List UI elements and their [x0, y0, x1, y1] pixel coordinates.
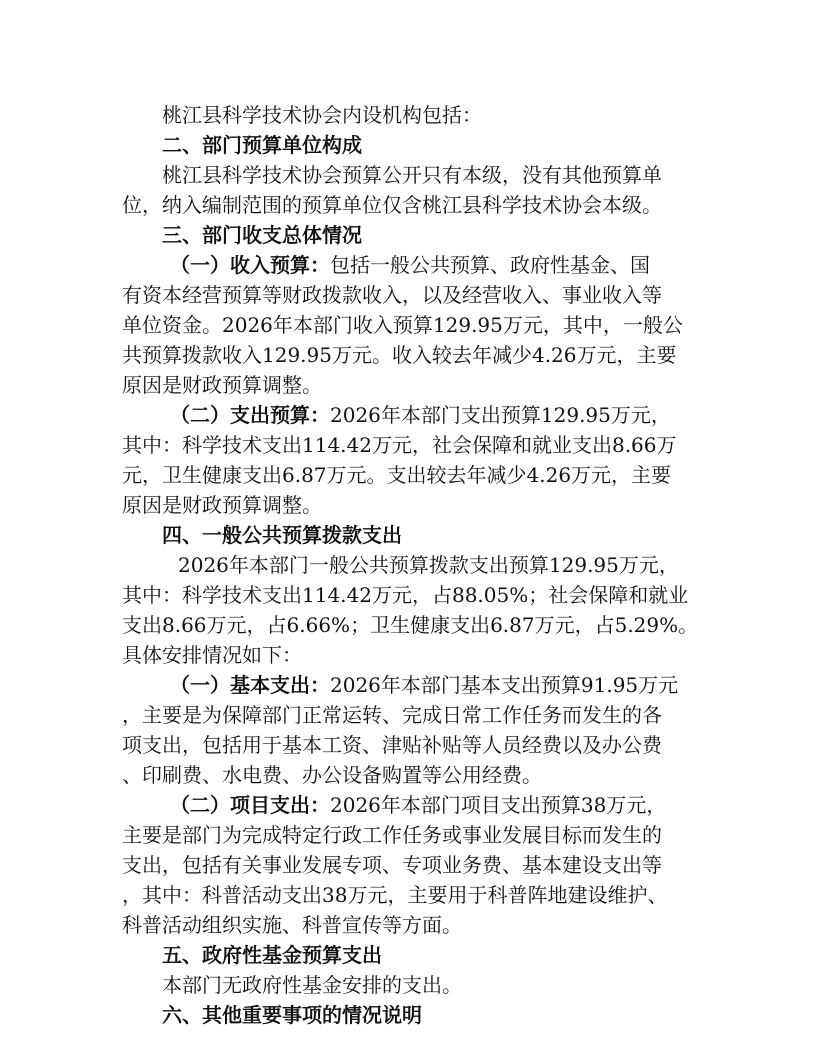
subheading-income-budget: （一）收入预算：: [170, 253, 330, 277]
paragraph-line: 单位资金。2026年本部门收入预算129.95万元，其中，一般公: [122, 313, 683, 337]
paragraph-line: 项支出，包括用于基本工资、津贴补贴等人员经费以及办公费: [122, 733, 662, 757]
paragraph-line: 其中：科学技术支出114.42万元，社会保障和就业支出8.66万: [122, 433, 677, 457]
paragraph-line: ，主要是为保障部门正常运转、完成日常工作任务而发生的各: [122, 703, 662, 727]
paragraph-line: 桃江县科学技术协会预算公开只有本级，没有其他预算单: [162, 163, 662, 187]
paragraph-line: [170, 250, 770, 280]
paragraph-line: [170, 790, 770, 820]
section-heading: 五、政府性基金预算支出: [162, 943, 382, 967]
paragraph-line: 有资本经营预算等财政拨款收入，以及经营收入、事业收入等: [122, 283, 662, 307]
paragraph-line: 位，纳入编制范围的预算单位仅含桃江县科学技术协会本级。: [122, 193, 662, 217]
paragraph-line: 支出8.66万元，占6.66%；卫生健康支出6.87万元，占5.29%。: [122, 613, 699, 637]
subheading-expense-budget: （二）支出预算：: [170, 403, 330, 427]
subheading-project-expense: （二）项目支出：: [170, 793, 330, 817]
paragraph-line: ，其中：科普活动支出38万元，主要用于科普阵地建设维护、: [122, 883, 668, 907]
paragraph-line: 原因是财政预算调整。: [122, 373, 322, 397]
paragraph-line: 、印刷费、水电费、办公设备购置等公用经费。: [122, 763, 542, 787]
paragraph-line: 主要是部门为完成特定行政工作任务或事业发展目标而发生的: [122, 823, 662, 847]
paragraph-line: [170, 670, 770, 700]
paragraph-line: [170, 400, 770, 430]
section-heading: 六、其他重要事项的情况说明: [162, 1003, 422, 1027]
paragraph-text: 2026年本部门项目支出预算38万元，: [330, 793, 667, 817]
section-heading: 四、一般公共预算拨款支出: [162, 523, 402, 547]
paragraph-line: 2026年本部门一般公共预算拨款支出预算129.95万元，: [178, 553, 679, 577]
paragraph-line: 本部门无政府性基金安排的支出。: [162, 973, 462, 997]
paragraph-line: 原因是财政预算调整。: [122, 493, 322, 517]
subheading-basic-expense: （一）基本支出：: [170, 673, 330, 697]
paragraph-text: 2026年本部门基本支出预算91.95万元: [330, 673, 679, 697]
section-heading: 三、部门收支总体情况: [162, 223, 362, 247]
paragraph-text: 2026年本部门支出预算129.95万元，: [330, 403, 671, 427]
section-heading: 二、部门预算单位构成: [162, 133, 362, 157]
paragraph-line: 具体安排情况如下：: [122, 643, 302, 667]
paragraph-text: 包括一般公共预算、政府性基金、国: [330, 253, 650, 277]
paragraph-line: 桃江县科学技术协会内设机构包括：: [162, 103, 482, 127]
paragraph-line: 支出，包括有关事业发展专项、专项业务费、基本建设支出等: [122, 853, 662, 877]
paragraph-line: 其中：科学技术支出114.42万元，占88.05%；社会保障和就业: [122, 583, 689, 607]
paragraph-line: 共预算拨款收入129.95万元。收入较去年减少4.26万元，主要: [122, 343, 677, 367]
paragraph-line: 元，卫生健康支出6.87万元。支出较去年减少4.26万元，主要: [122, 463, 672, 487]
paragraph-line: 科普活动组织实施、科普宣传等方面。: [122, 913, 462, 937]
